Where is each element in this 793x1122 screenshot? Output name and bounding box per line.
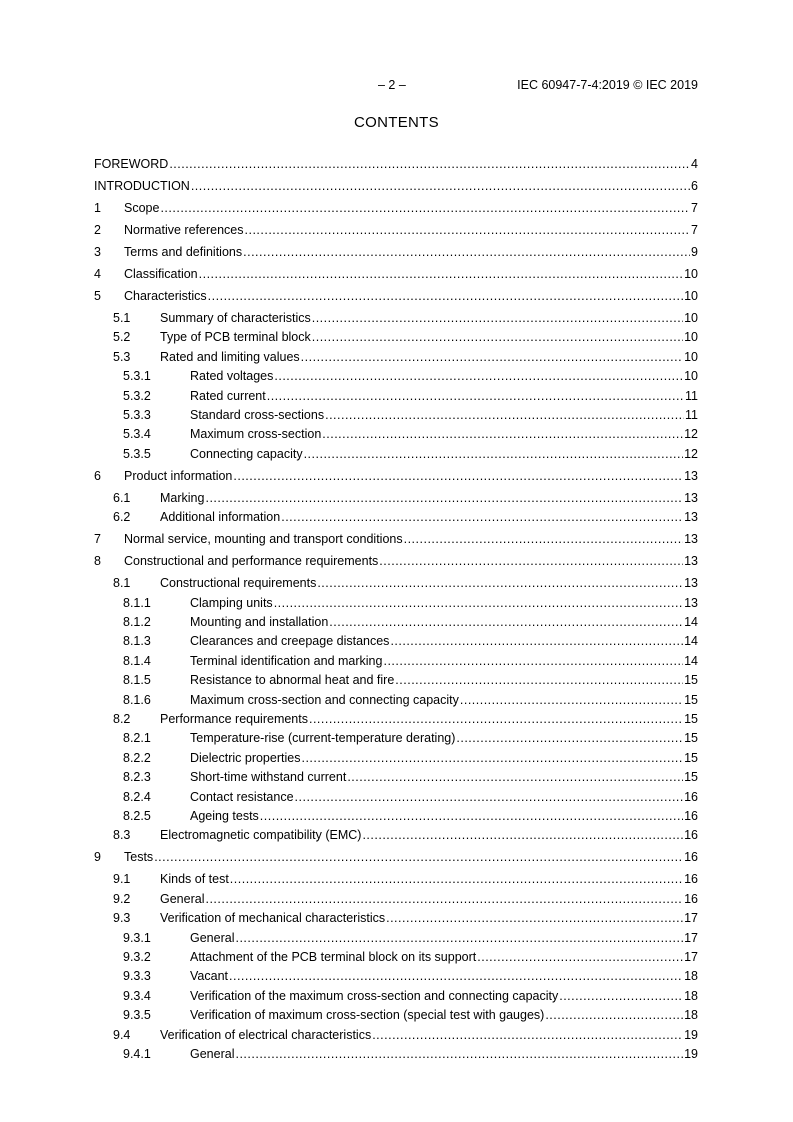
page-number: – 2 – [378, 78, 406, 92]
toc-entry-title: Scope [124, 201, 160, 215]
toc-entry-number: 6.2 [113, 510, 131, 525]
toc-entry-number: 9.1 [113, 872, 131, 887]
toc-leader-dots [169, 157, 690, 171]
toc-entry-title: Temperature-rise (current-temperature derating) [190, 731, 456, 746]
toc-leader-dots [395, 673, 683, 687]
toc-entry-number: 8.1.4 [123, 653, 151, 668]
toc-entry[interactable] [94, 408, 698, 422]
toc-entry-number: 1 [94, 201, 101, 215]
toc-leader-dots [559, 989, 683, 1003]
toc-entry-page: 14 [684, 653, 698, 668]
toc-leader-dots [477, 950, 683, 964]
toc-entry-title: Constructional and performance requirements [124, 554, 379, 569]
toc-entry-number: 9.3.4 [123, 988, 151, 1003]
toc-leader-dots [199, 267, 683, 281]
toc-entry-title: Ageing tests [190, 809, 259, 823]
toc-entry-number: 5.3.4 [123, 427, 151, 442]
toc-entry-page: 12 [684, 427, 698, 442]
toc-entry-title: Kinds of test [160, 872, 229, 887]
toc-leader-dots [309, 712, 683, 726]
toc-leader-dots [317, 576, 683, 590]
toc-entry-page: 17 [684, 930, 698, 945]
toc-leader-dots [154, 850, 683, 864]
toc-leader-dots [191, 179, 690, 193]
toc-entry-page: 13 [684, 532, 698, 547]
toc-entry-number: 8.1.3 [123, 634, 151, 649]
toc-entry-number: 9.3.2 [123, 950, 151, 964]
toc-entry[interactable] [94, 969, 698, 983]
toc-entry[interactable] [94, 828, 698, 842]
toc-entry-page: 19 [684, 1027, 698, 1042]
toc-entry-page: 15 [684, 673, 698, 688]
toc-entry-number: 8.1.6 [123, 692, 151, 707]
toc-entry-title: Type of PCB terminal block [160, 330, 311, 345]
toc-entry-title: Verification of electrical characteristics [160, 1027, 372, 1042]
toc-leader-dots [325, 408, 684, 422]
toc-entry[interactable] [94, 673, 698, 687]
toc-entry-number: 8 [94, 554, 101, 569]
toc-entry-page: 13 [684, 576, 698, 591]
toc-entry-title: Additional information [160, 510, 281, 525]
toc-entry[interactable] [94, 427, 698, 441]
toc-leader-dots [230, 872, 683, 886]
toc-entry-page: 14 [684, 615, 698, 629]
toc-entry[interactable] [94, 223, 698, 237]
toc-leader-dots [347, 770, 683, 784]
toc-entry-title: Marking [160, 490, 205, 505]
toc-entry-number: 8.1.2 [123, 615, 151, 629]
toc-entry-title: FOREWORD [94, 157, 169, 171]
toc-entry[interactable] [94, 576, 698, 590]
toc-entry-page: 10 [684, 349, 698, 364]
toc-entry-title: Performance requirements [160, 712, 308, 726]
toc-entry-number: 9.4 [113, 1027, 131, 1042]
toc-entry-number: 8.2.2 [123, 750, 151, 765]
toc-entry-page: 15 [684, 712, 698, 726]
toc-entry-page: 10 [684, 369, 698, 384]
toc-entry-number: 8.2.5 [123, 809, 151, 823]
toc-entry-title: Vacant [190, 969, 228, 984]
toc-entry-page: 13 [684, 554, 698, 569]
toc-entry-number: 9.3 [113, 911, 131, 926]
toc-entry-page: 10 [684, 330, 698, 345]
toc-leader-dots [404, 532, 683, 546]
toc-leader-dots [229, 969, 683, 983]
toc-entry-page: 13 [684, 510, 698, 525]
toc-entry-title: Rated current [190, 388, 266, 403]
toc-entry-title: Normative references [124, 223, 244, 237]
toc-entry[interactable] [94, 469, 698, 483]
toc-entry-title: Rated and limiting values [160, 349, 300, 364]
toc-entry-number: 2 [94, 223, 101, 237]
toc-entry-page: 9 [691, 245, 698, 259]
toc-leader-dots [304, 447, 684, 461]
toc-entry-number: 9.2 [113, 891, 131, 906]
toc-entry[interactable] [94, 809, 698, 823]
toc-leader-dots [235, 1047, 683, 1061]
toc-entry-title: Maximum cross-section [190, 427, 322, 442]
toc-entry[interactable] [94, 1047, 698, 1061]
toc-entry-page: 15 [684, 750, 698, 765]
toc-entry-number: 9.3.5 [123, 1008, 151, 1023]
toc-entry[interactable] [94, 770, 698, 784]
toc-entry[interactable] [94, 989, 698, 1003]
toc-entry-number: 8.1.5 [123, 673, 151, 688]
toc-leader-dots [267, 389, 684, 403]
toc-leader-dots [362, 828, 683, 842]
toc-entry-number: 5 [94, 289, 101, 303]
toc-entry-title: Characteristics [124, 289, 207, 303]
toc-leader-dots [545, 1008, 683, 1022]
toc-entry-page: 13 [684, 490, 698, 505]
toc-leader-dots [386, 911, 683, 925]
toc-entry[interactable] [94, 654, 698, 668]
toc-leader-dots [160, 201, 690, 215]
toc-entry[interactable] [94, 491, 698, 505]
toc-entry-number: 9 [94, 850, 101, 865]
toc-entry-title: Normal service, mounting and transport conditions [124, 532, 403, 547]
toc-leader-dots [456, 731, 683, 745]
toc-leader-dots [312, 311, 683, 325]
toc-entry-number: 8.2.1 [123, 731, 151, 746]
toc-entry-page: 10 [684, 267, 698, 281]
toc-entry[interactable] [94, 1008, 698, 1022]
toc-entry-number: 8.1.1 [123, 595, 151, 610]
toc-entry[interactable] [94, 350, 698, 364]
toc-entry[interactable] [94, 330, 698, 344]
toc-leader-dots [329, 615, 683, 629]
toc-entry[interactable] [94, 1028, 698, 1042]
toc-entry-number: 5.2 [113, 330, 131, 345]
toc-leader-dots [274, 596, 683, 610]
toc-entry[interactable] [94, 157, 698, 171]
toc-entry-page: 18 [684, 988, 698, 1003]
toc-entry-title: Clamping units [190, 595, 273, 610]
toc-entry-number: 9.3.3 [123, 969, 151, 984]
toc-entry-title: INTRODUCTION [94, 179, 190, 193]
toc-entry[interactable] [94, 790, 698, 804]
toc-entry-title: Clearances and creepage distances [190, 634, 390, 649]
toc-leader-dots [245, 223, 691, 237]
toc-entry-page: 7 [691, 223, 698, 237]
toc-entry-title: Resistance to abnormal heat and fire [190, 673, 395, 688]
toc-entry-page: 16 [684, 872, 698, 887]
toc-entry-page: 15 [684, 731, 698, 746]
toc-leader-dots [233, 469, 683, 483]
toc-entry[interactable] [94, 447, 698, 461]
toc-entry-page: 13 [684, 595, 698, 610]
toc-entry-page: 15 [684, 770, 698, 785]
toc-entry-page: 12 [684, 446, 698, 461]
toc-entry[interactable] [94, 245, 698, 259]
toc-entry-title: General [190, 930, 235, 945]
toc-entry[interactable] [94, 179, 698, 193]
toc-entry-page: 15 [684, 692, 698, 707]
toc-entry-number: 5.3.2 [123, 388, 151, 403]
toc-entry[interactable] [94, 554, 698, 568]
toc-leader-dots [205, 491, 683, 505]
toc-entry-title: Verification of maximum cross-section (special test with gauges) [190, 1008, 545, 1023]
toc-entry-page: 16 [684, 828, 698, 843]
toc-entry-title: Constructional requirements [160, 576, 317, 591]
toc-entry-number: 8.2 [113, 712, 131, 726]
toc-entry-number: 9.3.1 [123, 930, 151, 945]
toc-entry-title: Summary of characteristics [160, 311, 311, 325]
toc-leader-dots [301, 751, 683, 765]
toc-entry-page: 19 [684, 1047, 698, 1061]
toc-entry-title: Terms and definitions [124, 245, 243, 259]
toc-entry[interactable] [94, 510, 698, 524]
toc-entry[interactable] [94, 950, 698, 964]
toc-entry[interactable] [94, 267, 698, 281]
toc-entry-title: Short-time withstand current [190, 770, 347, 785]
toc-leader-dots [243, 245, 690, 259]
toc-entry-title: Terminal identification and marking [190, 653, 383, 668]
toc-entry-page: 10 [684, 289, 698, 303]
toc-entry-title: Attachment of the PCB terminal block on its support [190, 950, 477, 964]
toc-leader-dots [295, 790, 684, 804]
toc-entry-page: 6 [691, 179, 698, 193]
toc-entry-number: 5.3 [113, 349, 131, 364]
toc-entry-number: 7 [94, 532, 101, 547]
toc-entry-title: Rated voltages [190, 369, 274, 384]
toc-entry-title: Mounting and installation [190, 615, 329, 629]
toc-entry-page: 11 [685, 388, 698, 403]
page-header [0, 78, 793, 94]
toc-entry-title: Standard cross-sections [190, 408, 325, 422]
toc-entry-page: 7 [691, 201, 698, 215]
toc-entry[interactable] [94, 596, 698, 610]
toc-entry-page: 13 [684, 468, 698, 483]
toc-entry-title: Maximum cross-section and connecting capacity [190, 692, 459, 707]
toc-entry-number: 4 [94, 267, 101, 281]
toc-entry[interactable] [94, 931, 698, 945]
toc-leader-dots [312, 330, 683, 344]
toc-entry[interactable] [94, 532, 698, 546]
toc-entry-number: 3 [94, 245, 101, 259]
toc-entry[interactable] [94, 389, 698, 403]
toc-entry[interactable] [94, 201, 698, 215]
toc-entry[interactable] [94, 911, 698, 925]
toc-leader-dots [379, 554, 683, 568]
toc-leader-dots [460, 693, 683, 707]
toc-leader-dots [205, 892, 683, 906]
toc-leader-dots [301, 350, 683, 364]
toc-leader-dots [383, 654, 683, 668]
toc-entry-number: 8.3 [113, 828, 131, 843]
toc-entry-number: 5.3.3 [123, 408, 151, 422]
toc-entry-title: Dielectric properties [190, 750, 301, 765]
toc-entry-page: 11 [685, 408, 698, 422]
toc-entry[interactable] [94, 872, 698, 886]
toc-leader-dots [390, 634, 683, 648]
toc-entry-number: 9.4.1 [123, 1047, 151, 1061]
toc-entry-page: 18 [684, 969, 698, 984]
toc-entry-title: Product information [124, 468, 233, 483]
toc-entry-title: General [160, 891, 205, 906]
toc-entry-title: Connecting capacity [190, 446, 303, 461]
toc-entry-title: Verification of the maximum cross-section and connecting capacity [190, 988, 559, 1003]
toc-entry-page: 10 [684, 311, 698, 325]
page-title: CONTENTS [354, 114, 439, 131]
toc-entry-page: 16 [684, 789, 698, 804]
toc-leader-dots [281, 510, 683, 524]
toc-leader-dots [322, 427, 683, 441]
toc-entry[interactable] [94, 289, 698, 303]
toc-entry-number: 5.3.1 [123, 369, 151, 384]
toc-leader-dots [235, 931, 683, 945]
toc-entry[interactable] [94, 311, 698, 325]
toc-entry-title: Classification [124, 267, 198, 281]
toc-entry-number: 8.2.4 [123, 789, 151, 804]
toc-entry-number: 5.3.5 [123, 446, 151, 461]
toc-entry-page: 16 [684, 850, 698, 865]
toc-entry-number: 6 [94, 468, 101, 483]
toc-entry[interactable] [94, 731, 698, 745]
toc-entry-title: General [190, 1047, 235, 1061]
toc-entry-number: 6.1 [113, 490, 131, 505]
toc-entry[interactable] [94, 634, 698, 648]
toc-entry-title: Electromagnetic compatibility (EMC) [160, 828, 362, 843]
toc-leader-dots [372, 1028, 683, 1042]
toc-entry-page: 14 [684, 634, 698, 649]
toc-entry[interactable] [94, 712, 698, 726]
toc-entry[interactable] [94, 369, 698, 383]
toc-entry-number: 8.2.3 [123, 770, 151, 785]
toc-leader-dots [274, 369, 683, 383]
toc-entry[interactable] [94, 850, 698, 864]
toc-entry-title: Tests [124, 850, 154, 865]
toc-entry-page: 16 [684, 891, 698, 906]
toc-entry-number: 5.1 [113, 311, 131, 325]
toc-entry[interactable] [94, 751, 698, 765]
toc-entry[interactable] [94, 892, 698, 906]
toc-entry[interactable] [94, 693, 698, 707]
toc-entry-page: 16 [684, 809, 698, 823]
toc-entry-title: Verification of mechanical characteristics [160, 911, 386, 926]
toc-entry-page: 4 [691, 157, 698, 171]
document-id: IEC 60947-7-4:2019 © IEC 2019 [517, 78, 698, 92]
toc-entry[interactable] [94, 615, 698, 629]
toc-entry-page: 17 [684, 911, 698, 926]
toc-entry-title: Contact resistance [190, 789, 294, 804]
toc-leader-dots [208, 289, 683, 303]
toc-entry-page: 18 [684, 1008, 698, 1023]
toc-entry-page: 17 [684, 950, 698, 964]
toc-entry-number: 8.1 [113, 576, 131, 591]
toc-leader-dots [260, 809, 683, 823]
